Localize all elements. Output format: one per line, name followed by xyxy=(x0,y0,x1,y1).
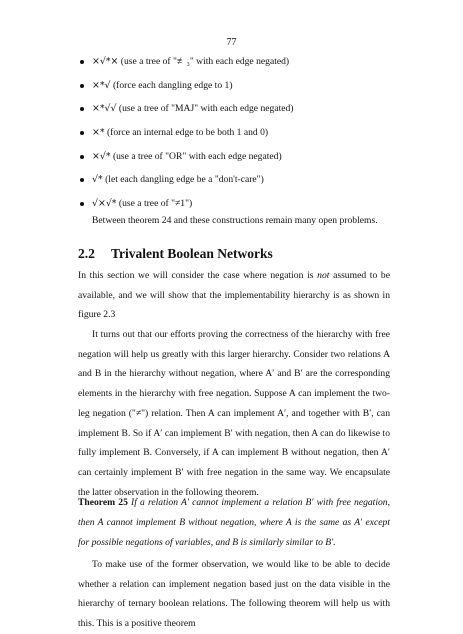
list-item xyxy=(92,126,422,150)
intro-text-after: assumed to be available, and we will show that the implementability hierarchy is as shown in figure 2.3 xyxy=(78,270,390,321)
relation-symbol: √×√* xyxy=(92,198,117,210)
theorem-label: Theorem 25 xyxy=(78,497,128,508)
list-item-text: (use a tree of "OR" with each edge negated) xyxy=(112,150,282,162)
closing-sentence: Between theorem 24 and these constructions remain many open problems. xyxy=(92,215,378,226)
relation-symbol: √* xyxy=(92,174,103,186)
bullet-icon xyxy=(80,155,84,159)
construction-list xyxy=(92,55,422,221)
relation-symbol: ×* xyxy=(92,127,105,139)
relation-symbol: ×√* xyxy=(92,150,111,162)
list-item-text: (use a tree of "MAJ" with each edge negated) xyxy=(118,103,294,115)
list-item xyxy=(92,102,422,126)
intro-emphasis: not xyxy=(317,270,330,281)
body-paragraph: It turns out that our efforts proving the correctness of the hierarchy with free negation will help us greatly with this larger hierarchy. Consider two relations A and B in the hierarchy without negation, where A′ and B′ are the corresponding elements in the hierarchy with free negation. Suppose A can implement the two-leg negation ("≠") relation. Then A can implement A′, and together with B′, can implement B. So if A′ can implement B′ with negation, then A can do likewise to fully implement B. Conversely, if A can implement B without negation, then A′ can certainly implement B′ with free negation in the same way. We encapsulate the latter observation in the following theorem. xyxy=(78,329,390,498)
list-item-text: (use a tree of "≢₃" with each edge negated) xyxy=(120,56,290,67)
list-item xyxy=(92,79,422,103)
section-heading xyxy=(78,246,273,262)
section-title: Trivalent Boolean Networks xyxy=(111,246,273,261)
intro-text-before: In this section we will consider the case where negation is xyxy=(78,270,318,281)
relation-symbol: ×√*× xyxy=(92,56,119,67)
relation-symbol: ×*√ xyxy=(92,79,111,91)
list-item xyxy=(92,55,422,79)
bullet-icon xyxy=(80,84,84,88)
theorem-text: If a relation A′ cannot implement a relation B′ with free negation, then A cannot implement B without negation, where A is the same as A′ except for possible negations of variables, and B is similarly similar to B′. xyxy=(78,497,391,548)
bullet-icon xyxy=(80,131,84,135)
page-number: 77 xyxy=(226,37,237,48)
bullet-icon xyxy=(80,202,84,206)
bullet-icon xyxy=(80,107,84,111)
list-item-text: (force each dangling edge to 1) xyxy=(112,79,233,91)
list-item-text: (use a tree of "≠1") xyxy=(118,198,193,210)
list-item xyxy=(92,150,422,174)
list-item xyxy=(92,173,422,197)
body-paragraph-continued: To make use of the former observation, we would like to be able to decide whether a relation can implement negation based just on the data visible in the hierarchy of ternary boolean relations. The following theorem will help us with this. This is a positive theorem xyxy=(78,559,390,630)
list-item-text: (force an internal edge to be both 1 and 0) xyxy=(106,127,269,139)
relation-symbol: ×*√√ xyxy=(92,103,117,115)
bullet-icon xyxy=(80,178,84,182)
theorem-statement xyxy=(78,493,390,552)
list-item-text: (let each dangling edge be a "don't-care") xyxy=(105,174,264,186)
intro-paragraph xyxy=(78,266,390,325)
bullet-icon xyxy=(80,60,84,64)
section-number: 2.2 xyxy=(78,246,95,261)
